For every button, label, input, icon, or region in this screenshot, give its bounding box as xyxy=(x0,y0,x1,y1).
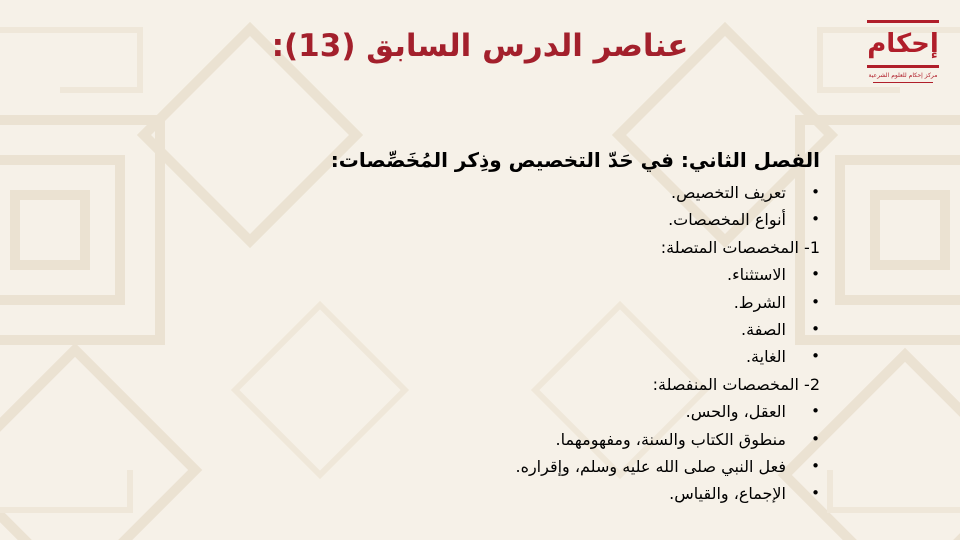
list-item: • تعريف التخصيص. xyxy=(300,179,820,206)
list-item: • الصفة. xyxy=(300,316,820,343)
list-item: 2- المخصصات المنفصلة: xyxy=(652,374,820,394)
logo-divider xyxy=(873,82,933,83)
slide-title: عناصر الدرس السابق (13): xyxy=(271,28,689,64)
list-item: • الشرط. xyxy=(300,289,820,316)
list-item: • الاستثناء. xyxy=(300,261,820,288)
list-item: • العقل، والحس. xyxy=(300,398,820,425)
list-item: • الغاية. xyxy=(300,343,820,370)
section-heading: الفصل الثاني: في حَدّ التخصيص وذِكر المُخَصِّصات: xyxy=(330,148,820,172)
logo-wordmark: إحكام xyxy=(867,20,939,68)
content-list xyxy=(300,179,820,508)
list-item: • الإجماع، والقياس. xyxy=(300,480,820,507)
slide-content xyxy=(300,145,820,508)
list-item: • فعل النبي صلى الله عليه وسلم، وإقراره. xyxy=(300,453,820,480)
list-item: 1- المخصصات المتصلة: xyxy=(660,237,820,257)
list-item: • أنواع المخصصات. xyxy=(300,206,820,233)
logo-subtitle: مركز إحكام للعلوم الشرعية xyxy=(868,72,938,79)
list-item: • منطوق الكتاب والسنة، ومفهومهما. xyxy=(300,426,820,453)
